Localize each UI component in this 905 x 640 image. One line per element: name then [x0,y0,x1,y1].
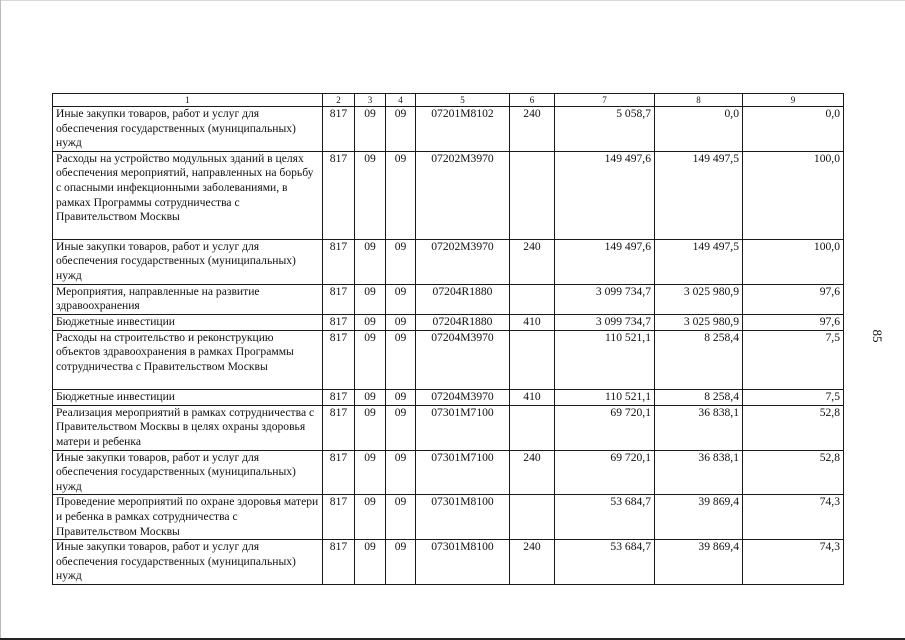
row-code-expense-type: 410 [510,389,555,405]
column-header: 8 [655,94,743,107]
row-code-ministry: 817 [323,239,355,284]
row-code-expense-type [510,495,555,540]
row-name: Бюджетные инвестиции [53,389,323,405]
row-code-subsection: 09 [386,239,416,284]
row-code-ministry: 817 [323,284,355,314]
row-value-plan: 53 684,7 [555,540,655,585]
row-value-actual: 0,0 [655,107,743,152]
column-header: 9 [743,94,844,107]
row-name: Иные закупки товаров, работ и услуг для обеспечения государственных (муниципальных) нужд [53,540,323,585]
row-code-expense-type [510,330,555,389]
row-name: Расходы на устройство модульных зданий в целях обеспечения мероприятий, направленных на борьбу с опасными инфекционными заболеваниями, в рамках Программы сотрудничества с Правительством Москвы [53,151,323,239]
row-name: Расходы на строительство и реконструкцию объектов здравоохранения в рамках Программы сотрудничества с Правительством Москвы [53,330,323,389]
table-row [53,284,844,314]
row-value-plan: 110 521,1 [555,330,655,389]
row-code-expense-type: 240 [510,107,555,152]
table-row [53,405,844,450]
row-code-ministry: 817 [323,405,355,450]
row-value-plan: 69 720,1 [555,450,655,495]
row-value-percent: 52,8 [743,405,844,450]
column-header: 4 [386,94,416,107]
row-value-percent: 74,3 [743,495,844,540]
table-row [53,330,844,389]
row-code-target: 07202M3970 [416,151,510,239]
row-code-target: 07301M8100 [416,495,510,540]
row-value-plan: 3 099 734,7 [555,314,655,330]
row-code-ministry: 817 [323,450,355,495]
row-value-plan: 5 058,7 [555,107,655,152]
row-value-actual: 36 838,1 [655,450,743,495]
row-code-subsection: 09 [386,284,416,314]
row-name: Иные закупки товаров, работ и услуг для обеспечения государственных (муниципальных) нужд [53,107,323,152]
row-value-percent: 7,5 [743,330,844,389]
table-row [53,540,844,585]
row-code-ministry: 817 [323,151,355,239]
row-value-actual: 39 869,4 [655,495,743,540]
row-name: Бюджетные инвестиции [53,314,323,330]
table-row [53,314,844,330]
row-name: Реализация мероприятий в рамках сотрудничества с Правительством Москвы в целях охраны здоровья матери и ребенка [53,405,323,450]
row-code-ministry: 817 [323,495,355,540]
row-code-section: 09 [355,239,386,284]
row-code-ministry: 817 [323,107,355,152]
row-value-actual: 8 258,4 [655,330,743,389]
row-value-percent: 100,0 [743,151,844,239]
row-value-percent: 52,8 [743,450,844,495]
row-code-expense-type: 240 [510,239,555,284]
row-code-target: 07301M7100 [416,405,510,450]
row-value-actual: 39 869,4 [655,540,743,585]
row-code-section: 09 [355,151,386,239]
row-value-percent: 100,0 [743,239,844,284]
row-code-subsection: 09 [386,151,416,239]
row-code-section: 09 [355,107,386,152]
row-code-subsection: 09 [386,389,416,405]
row-value-plan: 149 497,6 [555,239,655,284]
column-header: 6 [510,94,555,107]
column-header: 1 [53,94,323,107]
row-code-target: 07301M8100 [416,540,510,585]
row-value-actual: 3 025 980,9 [655,284,743,314]
row-value-plan: 3 099 734,7 [555,284,655,314]
table-header-row [53,94,844,107]
column-header: 5 [416,94,510,107]
row-value-plan: 110 521,1 [555,389,655,405]
row-code-target: 07204R1880 [416,284,510,314]
table-row [53,151,844,239]
scan-edge-top [0,0,905,1]
row-code-subsection: 09 [386,450,416,495]
row-code-expense-type [510,284,555,314]
row-code-subsection: 09 [386,330,416,389]
row-name: Иные закупки товаров, работ и услуг для обеспечения государственных (муниципальных) нужд [53,450,323,495]
row-code-section: 09 [355,405,386,450]
row-code-ministry: 817 [323,314,355,330]
row-code-target: 07202M3970 [416,239,510,284]
row-code-section: 09 [355,330,386,389]
column-header: 7 [555,94,655,107]
row-code-section: 09 [355,314,386,330]
row-code-ministry: 817 [323,540,355,585]
row-code-expense-type [510,151,555,239]
row-code-section: 09 [355,450,386,495]
row-code-target: 07204M3970 [416,389,510,405]
table-row [53,107,844,152]
row-code-target: 07201M8102 [416,107,510,152]
budget-table [52,93,844,585]
row-code-section: 09 [355,389,386,405]
table-row [53,239,844,284]
row-code-expense-type: 240 [510,450,555,495]
row-name: Иные закупки товаров, работ и услуг для обеспечения государственных (муниципальных) нужд [53,239,323,284]
page-number: 85 [870,329,885,343]
table-row [53,450,844,495]
row-value-actual: 36 838,1 [655,405,743,450]
row-code-expense-type [510,405,555,450]
table-row [53,495,844,540]
row-code-target: 07301M7100 [416,450,510,495]
row-value-actual: 149 497,5 [655,151,743,239]
row-value-percent: 97,6 [743,284,844,314]
row-value-percent: 7,5 [743,389,844,405]
row-value-actual: 149 497,5 [655,239,743,284]
row-value-percent: 0,0 [743,107,844,152]
row-code-ministry: 817 [323,389,355,405]
row-code-subsection: 09 [386,107,416,152]
row-value-percent: 97,6 [743,314,844,330]
row-code-subsection: 09 [386,540,416,585]
row-code-expense-type: 240 [510,540,555,585]
row-code-target: 07204R1880 [416,314,510,330]
row-code-subsection: 09 [386,495,416,540]
row-code-section: 09 [355,540,386,585]
row-value-actual: 3 025 980,9 [655,314,743,330]
row-code-ministry: 817 [323,330,355,389]
row-code-section: 09 [355,284,386,314]
table-row [53,389,844,405]
row-code-section: 09 [355,495,386,540]
row-code-expense-type: 410 [510,314,555,330]
row-value-plan: 53 684,7 [555,495,655,540]
row-name: Проведение мероприятий по охране здоровья матери и ребенка в рамках сотрудничества с Правительством Москвы [53,495,323,540]
row-code-target: 07204M3970 [416,330,510,389]
row-value-actual: 8 258,4 [655,389,743,405]
row-value-plan: 69 720,1 [555,405,655,450]
row-value-plan: 149 497,6 [555,151,655,239]
column-header: 2 [323,94,355,107]
row-name: Мероприятия, направленные на развитие здравоохранения [53,284,323,314]
row-code-subsection: 09 [386,314,416,330]
row-value-percent: 74,3 [743,540,844,585]
column-header: 3 [355,94,386,107]
scan-edge-left [0,0,1,640]
row-code-subsection: 09 [386,405,416,450]
